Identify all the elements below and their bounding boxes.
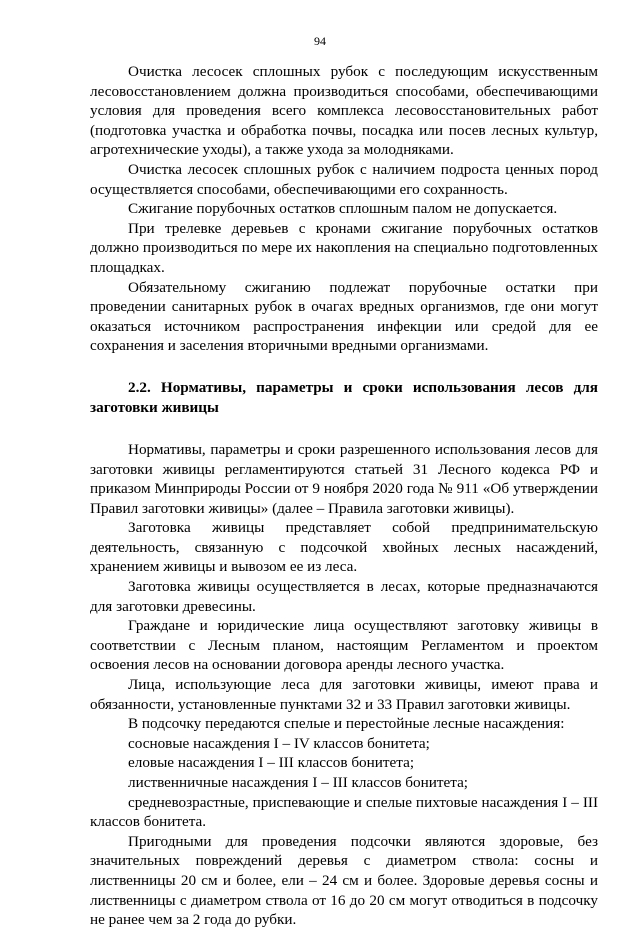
document-body: [90, 62, 598, 930]
paragraph: Пригодными для проведения подсочки являются здоровые, без значительных повреждений деревья с диаметром ствола: сосны и лиственницы 20 см и более, ели – 24 см и более. Здоровые деревья сосны и лиственницы с диаметром ствола от 16 до 20 см могут отводиться в подсочку не ранее чем за 2 года до рубки.: [90, 832, 598, 929]
paragraph: Очистка лесосек сплошных рубок с последующим искусственным лесовосстановлением должна производиться способами, обеспечивающими условия для проведения всего комплекса лесовосстановительных работ (подготовка участка и обработка почвы, посадка или посев лесных культур, агротехнические уходы), а также ухода за молодняками.: [90, 63, 598, 159]
paragraph: средневозрастные, приспевающие и спелые пихтовые насаждения I – III классов бонитета.: [90, 793, 598, 831]
page-number: 94: [314, 34, 326, 48]
list-item: сосновые насаждения I – IV классов бонитета;: [128, 734, 430, 752]
paragraph: Нормативы, параметры и сроки разрешенного использования лесов для заготовки живицы регламентируются статьей 31 Лесного кодекса РФ и приказом Минприроды России от 9 ноября 2020 года № 911 «Об утверждении Правил заготовки живицы» (далее – Правила заготовки живицы).: [90, 440, 598, 517]
section-heading: 2.2. Нормативы, параметры и сроки использования лесов для заготовки живицы: [90, 378, 598, 416]
paragraph: Очистка лесосек сплошных рубок с наличием подроста ценных пород осуществляется способами, обеспечивающими его сохранность.: [90, 160, 598, 198]
paragraph: Заготовка живицы осуществляется в лесах, которые предназначаются для заготовки древесины.: [90, 578, 598, 615]
list-item: лиственничные насаждения I – III классов бонитета;: [128, 774, 469, 791]
list-item: еловые насаждения I – III классов бонитета;: [128, 754, 415, 772]
paragraph: В подсочку передаются спелые и перестойные лесные насаждения:: [128, 715, 565, 733]
paragraph: Граждане и юридические лица осуществляют заготовку живицы в соответствии с Лесным планом, настоящим Регламентом и проектом освоения лесов на основании договора аренды лесного участка.: [90, 617, 598, 674]
paragraph: Сжигание порубочных остатков сплошным палом не допускается.: [128, 200, 558, 218]
paragraph: Заготовка живицы представляет собой предпринимательскую деятельность, связанную с подсочкой хвойных лесных насаждений, хранением живицы и вывозом ее из леса.: [90, 519, 598, 576]
paragraph: Обязательному сжиганию подлежат порубочные остатки при проведении санитарных рубок в очагах вредных организмов, где они могут оказаться источником распространения инфекции или средой для ее сохранения и заселения вторичными вредными организмами.: [90, 278, 598, 355]
paragraph: При трелевке деревьев с кронами сжигание порубочных остатков должно производиться по мере их накопления на специально подготовленных площадках.: [90, 219, 598, 276]
paragraph: Лица, использующие леса для заготовки живицы, имеют права и обязанности, установленные пунктами 32 и 33 Правил заготовки живицы.: [90, 676, 598, 713]
